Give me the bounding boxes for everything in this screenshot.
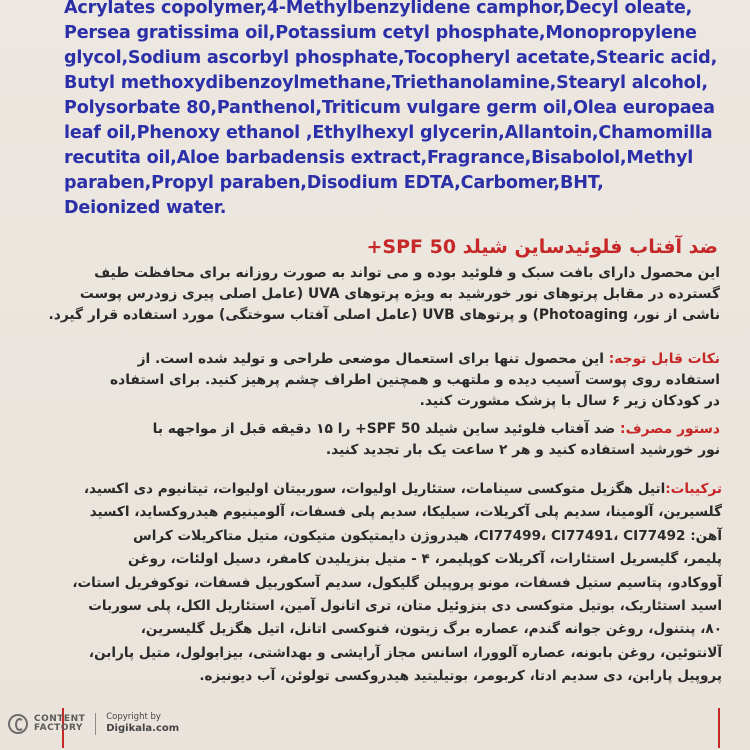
usage-section	[50, 419, 720, 461]
caution-heading: نکات قابل توجه:	[608, 351, 720, 367]
composition-line: آلانتوئین، روغن بابونه، عصاره آلوورا، اسانس مجاز آرایشی و بهداشتی، بیزابولول، متیل پارابن،	[88, 644, 722, 661]
copyright-label: Copyright by	[106, 712, 161, 722]
description-line: گسترده در مقابل پرتوهای نور خورشید به ویژه پرتوهای UVA (عامل اصلی پیری زودرس پوست	[79, 286, 720, 302]
english-ingredient-line: Persea gratissima oil,Potassium cetyl phosphate,Monopropylene	[64, 23, 697, 43]
brand-line-1: CONTENT	[34, 713, 86, 724]
composition-line: اسید استئاریک، بوتیل متوکسی دی بنزوئیل متان، تری اتانول آمین، استئاریل الکل، پلی سوربات	[88, 597, 722, 614]
composition-first-line	[50, 478, 722, 501]
composition-line: گلسیرین، آلومینا، سدیم پلی آکریلات، سیلیکا، سدیم پلی فسفات، آلومینیوم هیدروکساید، اکسید	[89, 504, 722, 521]
product-title: ضد آفتاب فلوئیدساین شیلد SPF 50+	[366, 236, 718, 258]
english-ingredient-line: Butyl methoxydibenzoylmethane,Triethanolamine,Stearyl alcohol,	[64, 73, 708, 93]
english-ingredient-line: Acrylates copolymer,4-Methylbenzylidene camphor,Decyl oleate,	[64, 0, 693, 18]
english-ingredient-line: Polysorbate 80,Panthenol,Triticum vulgare germ oil,Olea europaea	[64, 98, 715, 118]
content-factory-logo-icon	[8, 714, 28, 734]
usage-heading: دستور مصرف:	[620, 421, 720, 437]
usage-text: ضد آفتاب فلوئید ساین شیلد SPF 50+ را ۱۵ دقیقه قبل از مواجهه با	[152, 421, 621, 437]
composition-text: اتیل هگزیل متوکسی سینامات، ستئاریل اولیوات، سوربیتان اولیوات، تیتانیوم دی اکسید،	[83, 481, 666, 497]
description-line: ناشی از نور، Photoaging) و پرتوهای UVB (عامل اصلی آفتاب سوختگی) مورد استفاده قرار گیرد.	[48, 307, 720, 323]
composition-line: ۸۰، پنتنول، روغن جوانه گندم، عصاره برگ زیتون، فنوکسی اتانل، اتیل هگزیل گلیسرین،	[140, 621, 722, 638]
english-ingredient-line: glycol,Sodium ascorbyl phosphate,Tocopheryl acetate,Stearic acid,	[64, 48, 718, 68]
composition-line: پلیمر، گلیسریل استئارات، آکریلات کوپلیمر، ۴ - متیل بنزیلیدن کامفر، دسیل اولئات، روغن	[128, 551, 722, 568]
caution-first-line	[50, 349, 720, 370]
caution-text: این محصول تنها برای استعمال موضعی طراحی و تولید شده است. از	[137, 351, 609, 367]
english-ingredient-line: leaf oil,Phenoxy ethanol ,Ethylhexyl glycerin,Allantoin,Chamomilla	[64, 123, 713, 143]
copyright-notice	[106, 712, 179, 735]
watermark-footer	[8, 712, 179, 735]
content-factory-wordmark	[34, 715, 85, 733]
composition-line: آهن: CI77499، CI77491، CI77492، هیدروژن دایمتیکون متیکون، متیل متاکریلات کراس	[132, 527, 722, 544]
composition-line: پروپیل پارابن، دی سدیم ادتا، کربومر، بوتیلیتید هیدروکسی تولوئن، آب دیونیزه.	[199, 668, 722, 685]
english-ingredient-line: recutita oil,Aloe barbadensis extract,Fragrance,Bisabolol,Methyl	[64, 148, 694, 168]
caution-section	[50, 349, 720, 412]
composition-section	[50, 478, 722, 689]
caution-line: در کودکان زیر ۶ سال با پزشک مشورت کنید.	[419, 393, 720, 409]
english-ingredient-line: Deionized water.	[64, 198, 227, 218]
copyright-site: Digikala.com	[106, 723, 180, 734]
english-ingredient-line: paraben,Propyl paraben,Disodium EDTA,Carbomer,BHT,	[64, 173, 604, 193]
usage-first-line	[50, 419, 720, 440]
brand-line-2: FACTORY	[34, 722, 83, 733]
composition-line: آووکادو، پتاسیم ستیل فسفات، مونو پروپیلن گلیکول، سدیم آسکوربیل فسفات، توکوفریل استات،	[72, 574, 722, 591]
caution-line: استفاده روی پوست آسیب دیده و ملتهب و همچنین اطراف چشم پرهیز کنید. برای استفاده	[109, 372, 720, 388]
footer-divider	[95, 713, 96, 735]
usage-line: نور خورشید استفاده کنید و هر ۲ ساعت یک بار تجدید کنید.	[325, 442, 720, 458]
english-ingredients	[64, 0, 724, 221]
description	[50, 263, 720, 326]
description-line: این محصول دارای بافت سبک و فلوئید بوده و می تواند به صورت روزانه برای محافظت طیف	[94, 265, 720, 281]
composition-heading: ترکیبات:	[665, 481, 722, 497]
